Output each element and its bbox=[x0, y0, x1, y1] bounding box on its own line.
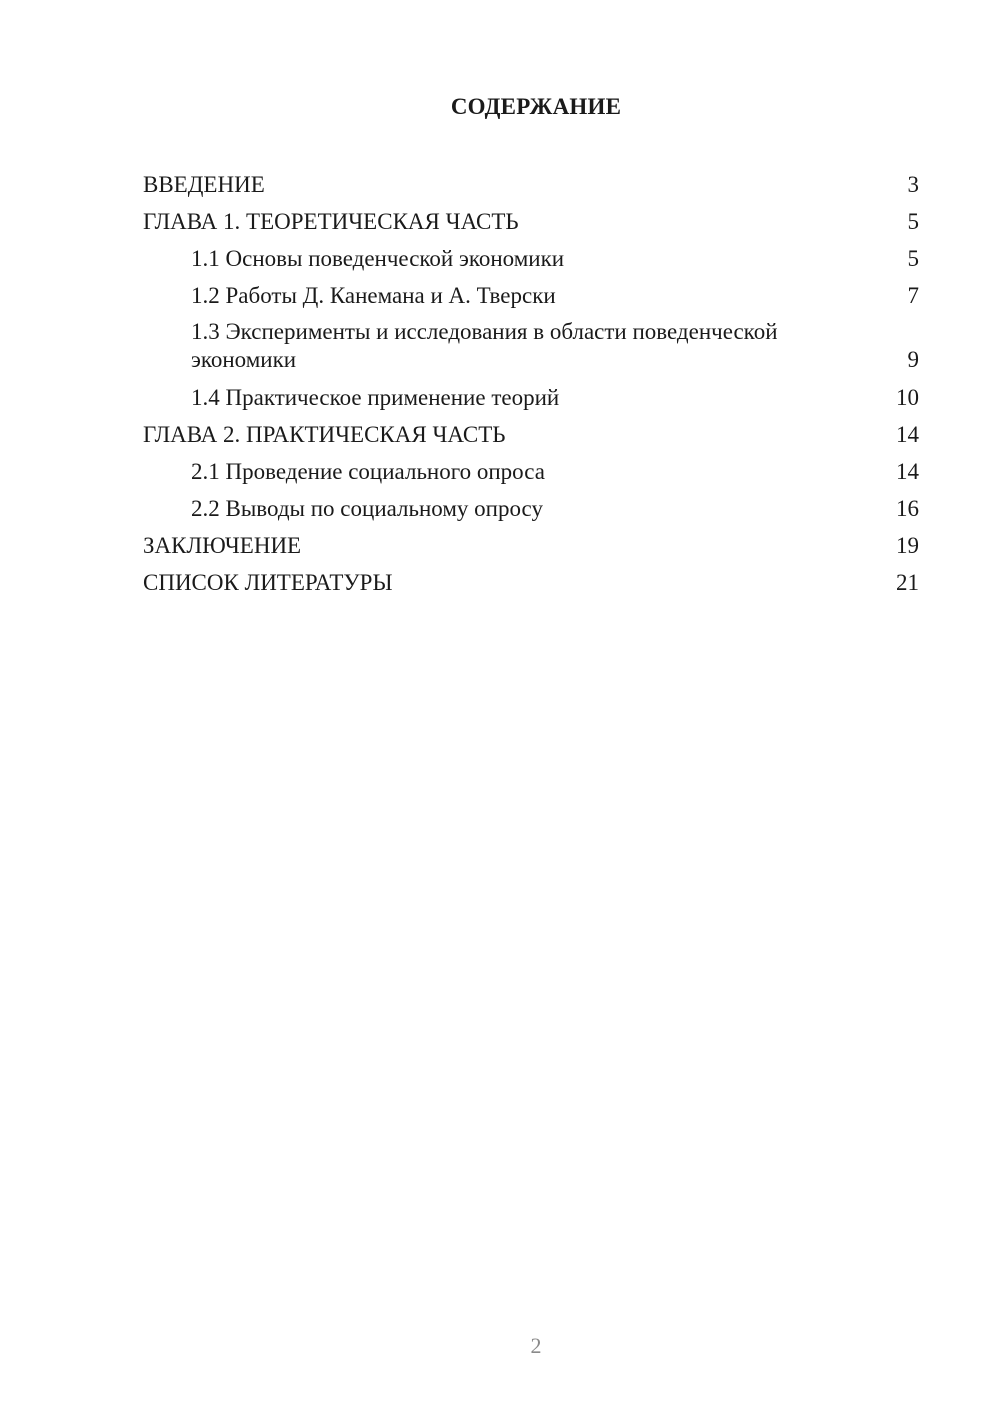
toc-entry-page: 7 bbox=[907, 283, 919, 308]
toc-entry-chapter-2[interactable] bbox=[143, 416, 919, 453]
toc-entry-conclusion[interactable] bbox=[143, 527, 919, 564]
toc-entry-title: 1.1 Основы поведенческой экономики bbox=[191, 246, 565, 271]
toc-entry-title: ВВЕДЕНИЕ bbox=[143, 172, 265, 197]
toc-entry-page: 21 bbox=[896, 570, 919, 595]
toc-entry-title: 1.3 Эксперименты и исследования в области поведенческой экономики bbox=[191, 319, 778, 372]
toc-entry-introduction[interactable] bbox=[143, 166, 919, 203]
toc-entry-title: ГЛАВА 2. ПРАКТИЧЕСКАЯ ЧАСТЬ bbox=[143, 422, 506, 447]
toc-entry-section-1-4[interactable] bbox=[143, 379, 919, 416]
table-of-contents bbox=[143, 166, 919, 601]
toc-entry-title: 1.4 Практическое применение теорий bbox=[191, 385, 560, 410]
toc-entry-page: 5 bbox=[907, 246, 919, 271]
toc-entry-page: 14 bbox=[896, 459, 919, 484]
toc-entry-title: 2.1 Проведение социального опроса bbox=[191, 459, 545, 484]
toc-entry-title: СПИСОК ЛИТЕРАТУРЫ bbox=[143, 570, 393, 595]
toc-entry-section-1-1[interactable] bbox=[143, 240, 919, 277]
toc-entry-bibliography[interactable] bbox=[143, 564, 919, 601]
toc-entry-page: 10 bbox=[896, 385, 919, 410]
toc-entry-title: 1.2 Работы Д. Канемана и А. Тверски bbox=[191, 283, 556, 308]
toc-entry-page: 14 bbox=[896, 422, 919, 447]
toc-entry-section-1-2[interactable] bbox=[143, 277, 919, 314]
toc-entry-section-2-1[interactable] bbox=[143, 453, 919, 490]
toc-entry-chapter-1[interactable] bbox=[143, 203, 919, 240]
toc-entry-section-1-3[interactable] bbox=[143, 314, 919, 379]
toc-entry-page: 9 bbox=[907, 347, 919, 372]
page-number: 2 bbox=[530, 1333, 542, 1358]
toc-entry-title: ЗАКЛЮЧЕНИЕ bbox=[143, 533, 302, 558]
toc-entry-title: 2.2 Выводы по социальному опросу bbox=[191, 496, 543, 521]
page-title: СОДЕРЖАНИЕ bbox=[450, 94, 622, 119]
toc-entry-page: 3 bbox=[907, 172, 919, 197]
toc-entry-page: 5 bbox=[907, 209, 919, 234]
toc-entry-title: ГЛАВА 1. ТЕОРЕТИЧЕСКАЯ ЧАСТЬ bbox=[143, 209, 519, 234]
toc-entry-page: 19 bbox=[896, 533, 919, 558]
toc-entry-section-2-2[interactable] bbox=[143, 490, 919, 527]
toc-entry-page: 16 bbox=[896, 496, 919, 521]
